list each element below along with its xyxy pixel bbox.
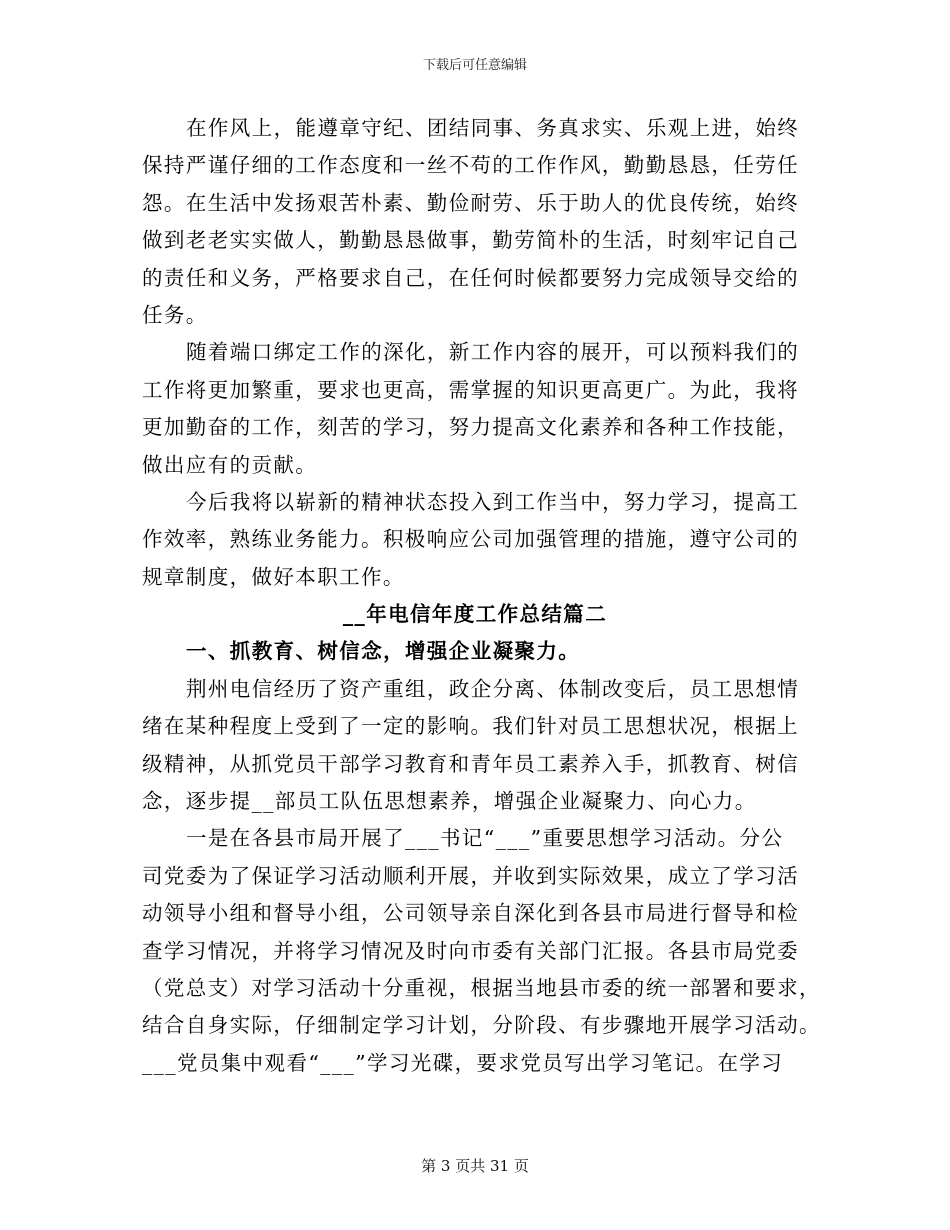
- paragraph-line: 查学习情况，并将学习情况及时向市委有关部门汇报。各县市局党委: [142, 938, 799, 963]
- paragraph-line: 规章制度，做好本职工作。: [142, 564, 405, 589]
- paragraph-line: ___党员集中观看“___”学习光碟，要求党员写出学习笔记。在学习: [142, 1050, 784, 1075]
- paragraph-line: （党总支）对学习活动十分重视，根据当地县市委的统一部署和要求，: [142, 975, 821, 1000]
- paragraph-line: 念，逐步提__部员工队伍思想素养，增强企业凝聚力、向心力。: [142, 789, 757, 814]
- paragraph-line: 作效率，熟练业务能力。积极响应公司加强管理的措施，遵守公司的: [142, 527, 799, 552]
- paragraph-line: 动领导小组和督导小组，公司领导亲自深化到各县市局进行督导和检: [142, 901, 799, 926]
- section-title: __年电信年度工作总结篇二: [342, 602, 608, 627]
- document-body: [142, 110, 821, 1082]
- paragraph-line: 做到老老实实做人，勤勤恳恳做事，勤劳简朴的生活，时刻牢记自己: [142, 228, 799, 253]
- paragraph-line: 今后我将以崭新的精神状态投入到工作当中，努力学习，提高工: [186, 489, 800, 514]
- paragraph-line: 结合自身实际，仔细制定学习计划，分阶段、有步骤地开展学习活动。: [142, 1013, 821, 1038]
- paragraph-line: 司党委为了保证学习活动顺利开展，并收到实际效果，成立了学习活: [142, 863, 799, 888]
- paragraph-line: 荆州电信经历了资产重组，政企分离、体制改变后，员工思想情: [186, 676, 800, 701]
- paragraph-line: 怨。在生活中发扬艰苦朴素、勤俭耐劳、乐于助人的优良传统，始终: [142, 190, 799, 215]
- page-footer: 第 3 页共 31 页: [421, 1157, 529, 1175]
- paragraph-line: 的责任和义务，严格要求自己，在任何时候都要努力完成领导交给的: [142, 265, 799, 290]
- paragraph-line: 级精神，从抓党员干部学习教育和青年员工素养入手，抓教育、树信: [142, 751, 799, 776]
- subsection-heading: 一、抓教育、树信念，增强企业凝聚力。: [186, 639, 581, 664]
- paragraph-line: 随着端口绑定工作的深化，新工作内容的展开，可以预料我们的: [186, 340, 800, 365]
- paragraph-line: 做出应有的贡献。: [142, 452, 318, 477]
- paragraph-line: 任务。: [142, 302, 208, 327]
- page-header: 下载后可任意编辑: [422, 58, 527, 73]
- paragraph-line: 更加勤奋的工作，刻苦的学习，努力提高文化素养和各种工作技能，: [142, 415, 799, 440]
- paragraph-line: 绪在某种程度上受到了一定的影响。我们针对员工思想状况，根据上: [142, 714, 799, 739]
- paragraph-line: 保持严谨仔细的工作态度和一丝不苟的工作作风，勤勤恳恳，任劳任: [142, 153, 799, 178]
- paragraph-line: 一是在各县市局开展了___书记“___”重要思想学习活动。分公: [186, 826, 784, 851]
- paragraph-line: 工作将更加繁重，要求也更高，需掌握的知识更高更广。为此，我将: [142, 377, 799, 402]
- paragraph-line: 在作风上，能遵章守纪、团结同事、务真求实、乐观上进，始终: [186, 116, 800, 140]
